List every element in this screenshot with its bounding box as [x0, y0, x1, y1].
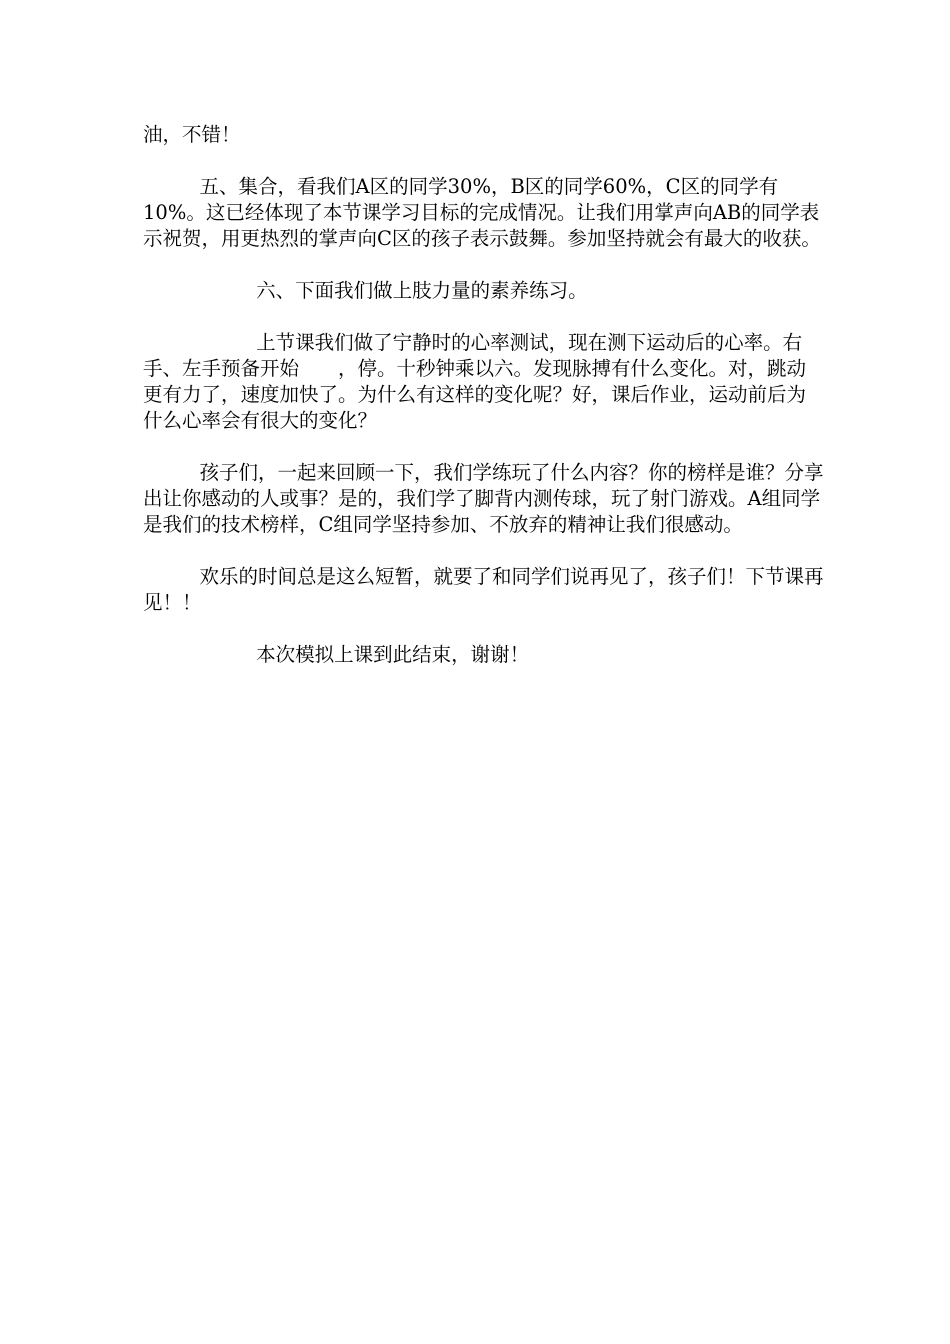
- paragraph-review: 孩子们，一起来回顾一下，我们学练玩了什么内容？你的榜样是谁？分享出让你感动的人或事？是的，我们学了脚背内测传球，玩了射门游戏。A组同学是我们的技术榜样，C组同学坚持参加、不放弃的精神让我们很感动。: [143, 461, 824, 536]
- paragraph-upper-limb-exercise: 六、下面我们做上肢力量的素养练习。: [256, 279, 588, 302]
- paragraph-closing-praise: 油，不错！: [143, 123, 241, 146]
- paragraph-conclusion: 本次模拟上课到此结束，谢谢！: [256, 643, 530, 666]
- document-body: [143, 122, 825, 694]
- paragraph-heart-rate-test: 上节课我们做了宁静时的心率测试，现在测下运动后的心率。右手、左手预备开始 ，停。十秒钟乘以六。发现脉搏有什么变化。对，跳动更有力了，速度加快了。为什么有这样的变化呢？好，课后作业，运动前后为什么心率会有很大的变化？: [143, 331, 807, 432]
- paragraph-assembly: 五、集合，看我们A区的同学30%，B区的同学60%，C区的同学有10%。这已经体现了本节课学习目标的完成情况。让我们用掌声向AB的同学表示祝贺，用更热烈的掌声向C区的孩子表示鼓舞。参加坚持就会有最大的收获。: [143, 175, 821, 250]
- paragraph-farewell: 欢乐的时间总是这么短暂，就要了和同学们说再见了，孩子们！下节课再见！！: [143, 565, 824, 614]
